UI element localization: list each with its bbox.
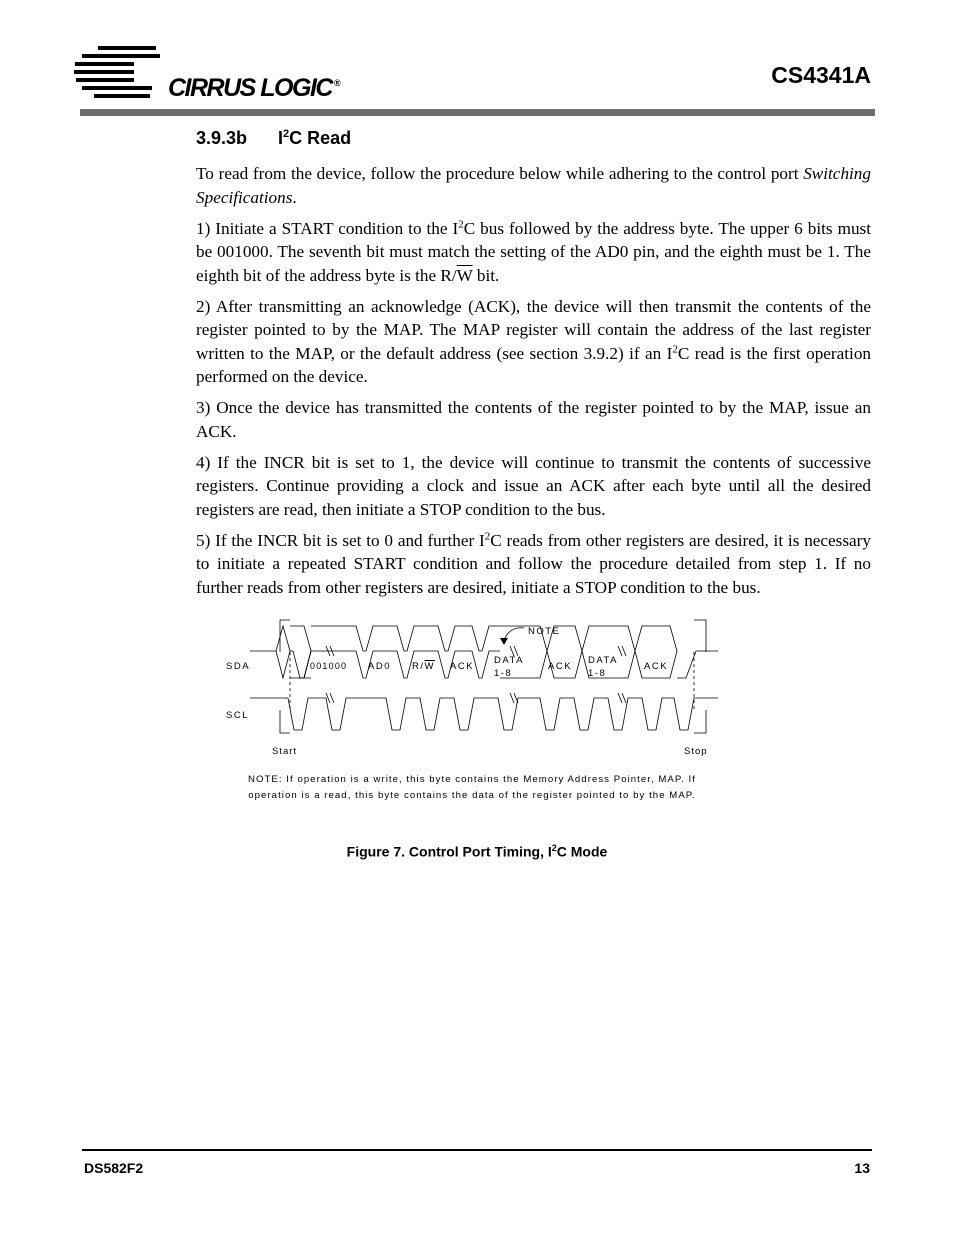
- paragraph-step-5: 5) If the INCR bit is set to 0 and further $I^2C$ reads from other registers are desired, it is necessary to initiate a repeated START condition and follow the procedure detailed from step 1. If no further reads from other registers are desired, initiate a STOP condition to the bus.: [196, 529, 872, 597]
- field-address-bits: 001000: [310, 661, 348, 671]
- field-ack-1: ACK: [450, 661, 475, 672]
- break-mark-f: [618, 693, 626, 703]
- sda-label: SDA: [226, 661, 251, 672]
- field-ack-3: ACK: [644, 661, 669, 672]
- field-ad0: AD0: [368, 661, 391, 672]
- diagram-note: NOTE: If operation is a write, this byte contains the Memory Address Pointer, MAP. If operation is a read, this byte contains the data of the register pointed to by the MAP.: [248, 774, 696, 801]
- paragraph-step-3: 3) Once the device has transmitted the contents of the register pointed to by the MAP, issue an ACK.: [196, 398, 871, 441]
- note-arrow-icon: [500, 638, 508, 645]
- paragraph-intro: To read from the device, follow the procedure below while adhering to the control port Switching Specifications.: [196, 164, 871, 207]
- paragraph-step-4: 4) If the INCR bit is set to 1, the device will continue to transmit the contents of successive registers. Continue providing a clock and issue an ACK after each byte until all the desired registers are read, then initiate a STOP condition to the bus.: [196, 452, 871, 519]
- break-mark-e: [618, 646, 626, 656]
- sda-stop-edge: [677, 651, 718, 678]
- part-number: CS4341A: [771, 62, 871, 88]
- field-data-2: DATA 1-8: [588, 655, 618, 679]
- field-data-1: DATA 1-8: [494, 655, 524, 679]
- paragraph-step-2: 2) After transmitting an acknowledge (ACK), the device will then transmit the contents of the register pointed to by the MAP. The MAP register will contain the address of the last register written to the MAP, or the default address (see section 3.9.2) if an $I^2C$ read is the first operation performed on the device.: [196, 296, 872, 386]
- footer-page-number: 13: [854, 1160, 870, 1176]
- cirrus-logic-logo: [72, 44, 342, 104]
- start-bracket-top: [280, 620, 290, 652]
- section-number: 3.9.3b: [196, 128, 248, 148]
- stop-bracket-bottom: [694, 710, 706, 733]
- body-text: [196, 162, 871, 607]
- scl-label: SCL: [226, 710, 249, 721]
- start-bracket-bottom: [280, 710, 290, 733]
- footer-doc-id: DS582F2: [84, 1160, 144, 1176]
- break-mark-b: [326, 693, 334, 703]
- section-heading: 3.9.3b $I^2C$ Read: [196, 128, 352, 148]
- start-label: Start: [272, 746, 298, 757]
- scl-waveform: [250, 698, 718, 730]
- note-label: NOTE: [528, 626, 561, 637]
- figure-caption: Figure 7. Control Port Timing, $I^2C$ Mode: [346, 843, 608, 860]
- break-mark-d: [510, 693, 518, 703]
- header-divider: [80, 109, 875, 116]
- stop-bracket-top: [694, 620, 706, 652]
- sda-start-edge: [276, 626, 290, 651]
- field-ack-2: ACK: [548, 661, 573, 672]
- logo-wordmark: CIRRUS LOGIC ®: [168, 74, 341, 102]
- footer-divider: [82, 1149, 872, 1151]
- stop-label: Stop: [684, 746, 708, 757]
- cirrus-logo-mark-icon: [72, 44, 172, 104]
- paragraph-step-1: 1) Initiate a START condition to the $I^2C$ bus followed by the address byte. The upper 6 bits must be 001000. The seventh bit must match the setting of the AD0 pin, and the eighth must be 1. The eighth bit of the address byte is the $R/\overline{W}$ bit.: [196, 217, 871, 285]
- field-rw: $R/\overline{W}$: [412, 661, 435, 672]
